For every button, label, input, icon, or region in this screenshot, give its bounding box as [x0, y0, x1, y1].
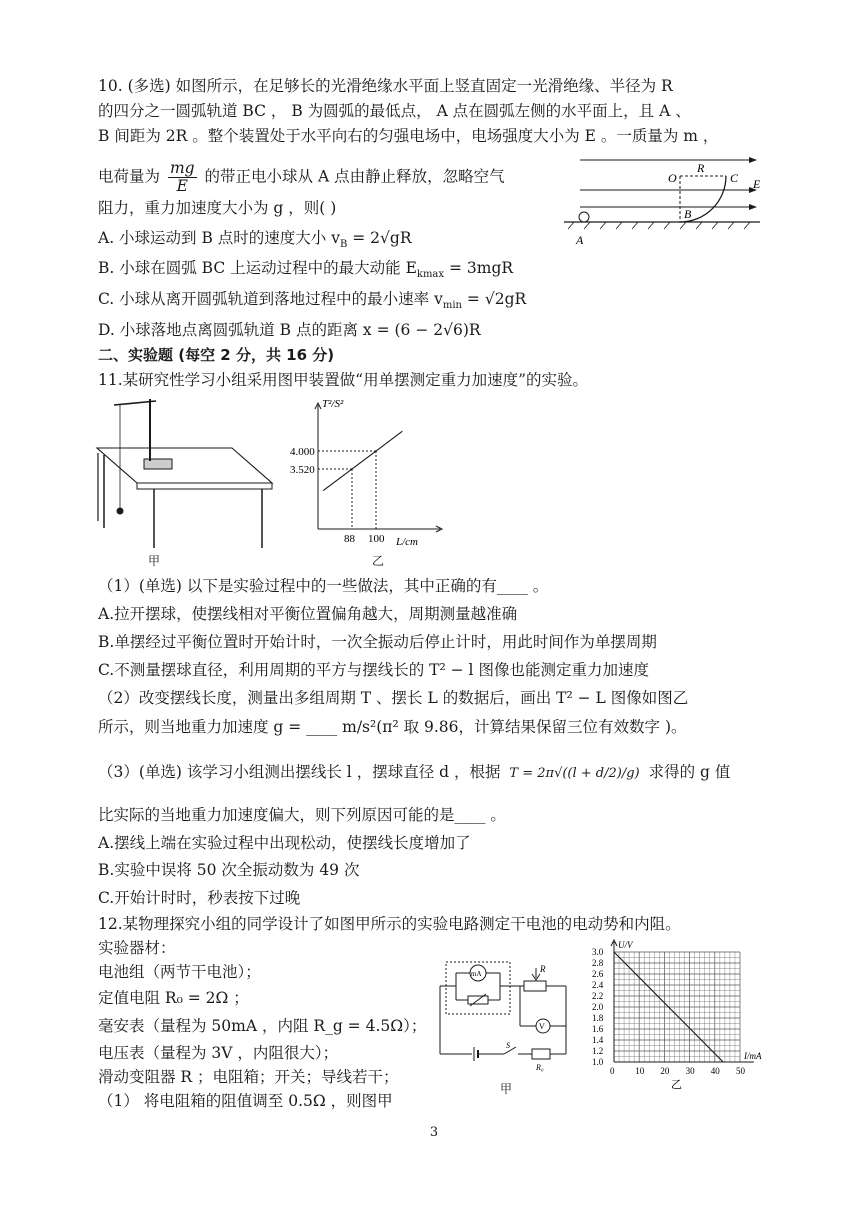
rheostat	[524, 981, 546, 991]
q11-p1-option-a: A.拉开摆球，使摆线相对平衡位置偏角越大，周期测量越准确	[98, 605, 518, 623]
q12-equipment-heading: 实验器材：	[98, 939, 176, 957]
x-tick-label: 40	[710, 1066, 720, 1076]
q10-line1: 10. (多选) 如图所示，在足够长的光滑绝缘水平面上竖直固定一光滑绝缘、半径为 R	[98, 77, 673, 95]
table-edge	[137, 483, 272, 489]
x-axis-label: L/cm	[396, 536, 418, 547]
q10-option-b: B. 小球在圆弧 BC 上运动过程中的最大动能 $E_{kmax} = 3mgR$	[98, 259, 514, 281]
label-e: E	[753, 177, 761, 191]
ground-hatch	[568, 222, 750, 229]
svg-text:S: S	[506, 1041, 510, 1050]
q10-line5: 阻力，重力加速度大小为 g ，则( )	[98, 199, 337, 217]
label-c: C	[730, 171, 739, 185]
svg-text:V: V	[539, 1022, 545, 1031]
q11-p1-option-c: C.不测量摆球直径，利用周期的平方与摆线长的 T² − l 图像也能测定重力加速度	[98, 661, 649, 679]
q11-p3a: （3）(单选) 该学习小组测出摆线长 l ，摆球直径 d ，根据 T = 2π√((l + d/2)/g) 求得的 g 值	[98, 763, 731, 781]
q10-line4: 电荷量为 $\frac{mg}{E}$ 的带正电小球从 A 点由静止释放，忽略空气	[98, 159, 505, 195]
pendulum-bob	[117, 508, 124, 515]
q11-p1-option-b: B.单摆经过平衡位置时开始计时，一次全振动后停止计时，用此时间作为单摆周期	[98, 633, 657, 651]
pendulum-figure	[92, 393, 282, 553]
circuit-diagram	[436, 958, 576, 1078]
ball	[579, 212, 589, 222]
q11-p1: （1）(单选) 以下是实验过程中的一些做法，其中正确的有____ 。	[98, 577, 549, 595]
svg-text:R: R	[540, 964, 546, 974]
q10-option-a: A. 小球运动到 B 点时的速度大小 $v_B = 2√gR$	[98, 229, 412, 251]
y-tick-label: 1.2	[592, 1046, 604, 1056]
svg-text:R₀: R₀	[536, 1063, 544, 1072]
q10-figure	[560, 152, 790, 248]
x-tick-label: 30	[685, 1066, 695, 1076]
label-a: A	[576, 233, 584, 247]
fig-label-jia: 甲	[148, 554, 161, 568]
q11-intro: 11.某研究性学习小组采用图甲装置做“用单摆测定重力加速度”的实验。	[98, 371, 589, 389]
period-formula: T = 2π√((l + d/2)/g)	[509, 766, 640, 781]
y-axis-label: T²/S²	[322, 398, 344, 410]
data-point-1	[375, 450, 377, 452]
y-axis-label: U/V	[618, 940, 633, 950]
x-axis-label: I/mA	[744, 1051, 762, 1061]
t2-l-chart	[290, 397, 450, 547]
y-tick-label: 1.6	[592, 1024, 604, 1034]
table-top	[97, 448, 272, 483]
q11-p3c: 比实际的当地重力加速度偏大，则下列原因可能的是____ 。	[98, 806, 506, 824]
q11-p3-option-a: A.摆线上端在实验过程中出现松动，使摆线长度增加了	[98, 834, 471, 852]
section-title: 二、实验题 (每空 2 分，共 16 分)	[98, 346, 335, 364]
fraction: $\frac{mg}{E}$	[169, 159, 195, 195]
y-tick-label: 3.520	[290, 464, 315, 476]
y-tick-label: 2.0	[592, 1002, 604, 1012]
y-tick-label: 2.4	[592, 980, 604, 990]
data-line	[323, 431, 402, 490]
q12-voltmeter: 电压表（量程为 3V ，内阻很大）；	[98, 1044, 339, 1062]
label-b: B	[684, 207, 692, 221]
y-tick-label: 4.000	[290, 446, 315, 458]
q11-p2a: （2）改变摆线长度，测量出多组周期 T 、摆长 L 的数据后，画出 T² − L 图像如图乙	[98, 689, 689, 707]
stand-base	[144, 459, 172, 469]
q12-battery: 电池组（两节干电池）；	[98, 963, 261, 981]
x-tick-label: 0	[610, 1066, 615, 1076]
y-tick-label: 2.2	[592, 991, 604, 1001]
q12-part1: （1） 将电阻箱的阻值调至 0.5Ω ，则图甲	[98, 1092, 393, 1110]
svg-text:mA: mA	[471, 970, 482, 978]
q12-intro: 12.某物理探究小组的同学设计了如图甲所示的实验电路测定干电池的电动势和内阻。	[98, 915, 681, 933]
y-tick-label: 3.0	[592, 947, 604, 957]
x-tick-label: 100	[368, 533, 385, 545]
q12-milliammeter: 毫安表（量程为 50mA ，内阻 R_g = 4.5Ω）；	[98, 1017, 427, 1035]
q10-line2: 的四分之一圆弧轨道 BC ， B 为圆弧的最低点， A 点在圆弧左侧的水平面上，且 A 、	[98, 102, 691, 120]
fig-label-yi: 乙	[372, 554, 385, 568]
q12-resistor: 定值电阻 R₀ = 2Ω ；	[98, 989, 249, 1007]
u-i-chart	[584, 938, 784, 1098]
chart-caption: 乙	[671, 1079, 682, 1091]
q10-option-d: D. 小球落地点离圆弧轨道 B 点的距离 x = (6 − 2√6)R	[98, 321, 481, 339]
circuit-label-jia: 甲	[500, 1082, 513, 1096]
q11-p3-option-b: B.实验中误将 50 次全振动数为 49 次	[98, 861, 360, 879]
page-number: 3	[429, 1125, 439, 1140]
q10-line3: B 间距为 2R 。整个装置处于水平向右的匀强电场中，电场强度大小为 E 。一质量为 m ，	[98, 127, 719, 145]
q12-rheostat: 滑动变阻器 R ；电阻箱；开关；导线若干；	[98, 1068, 399, 1086]
y-tick-label: 2.8	[592, 958, 604, 968]
y-tick-label: 1.4	[592, 1035, 604, 1045]
x-tick-label: 88	[344, 533, 355, 545]
y-tick-label: 1.8	[592, 1013, 604, 1023]
y-tick-label: 2.6	[592, 969, 604, 979]
data-point-0	[351, 468, 353, 470]
label-r: R	[697, 161, 705, 175]
q11-p2b: 所示，则当地重力加速度 g = ____ m/s²(π² 取 9.86，计算结果保留三位有效数字 )。	[98, 718, 687, 736]
q11-p3-option-c: C.开始计时时，秒表按下过晚	[98, 889, 301, 907]
label-o: O	[668, 171, 677, 185]
x-tick-label: 20	[660, 1066, 670, 1076]
q10-option-c: C. 小球从离开圆弧轨道到落地过程中的最小速率 $v_{min} = √2gR$	[98, 290, 527, 312]
x-tick-label: 50	[736, 1066, 745, 1076]
y-tick-label: 1.0	[592, 1057, 604, 1067]
fixed-resistor-r0	[532, 1049, 550, 1059]
x-tick-label: 10	[635, 1066, 645, 1076]
